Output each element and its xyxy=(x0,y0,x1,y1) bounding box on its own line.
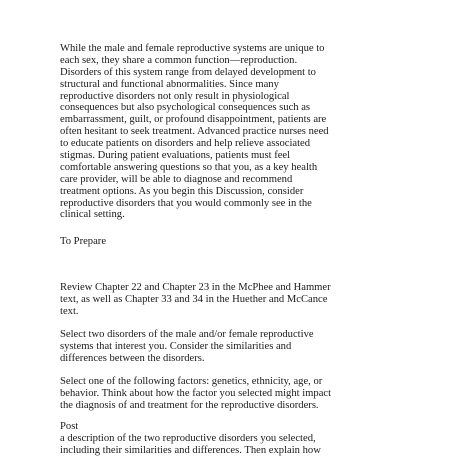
text-line: differences between the disorders. xyxy=(60,352,205,364)
text-line: Select one of the following factors: genetics, ethnicity, age, or xyxy=(60,376,323,387)
text-line: consequences but also psychological consequences such as xyxy=(60,102,311,114)
post-heading: Post xyxy=(60,421,79,432)
text-line: Disorders of this system range from delayed development to xyxy=(60,66,316,78)
text-line: Review Chapter 22 and Chapter 23 in the McPhee and Hammer xyxy=(60,282,331,293)
text-line: clinical setting. xyxy=(60,209,125,221)
text-line: the diagnosis of and treatment for the reproductive disorders. xyxy=(60,399,319,411)
select-one-paragraph xyxy=(60,376,412,412)
text-line: comfortable answering questions so that you, as a key health xyxy=(60,161,318,173)
text-line: reproductive disorders not only result in physiological xyxy=(60,90,290,102)
text-line: often hesitant to seek treatment. Advanced practice nurses need xyxy=(60,126,329,138)
text-line: structural and functional abnormalities. Since many xyxy=(60,78,279,90)
post-paragraph xyxy=(60,433,412,457)
text-line: a description of the two reproductive disorders you selected, xyxy=(60,433,316,444)
review-paragraph xyxy=(60,282,412,318)
text-line: embarrassment, guilt, or profound disappointment, patients are xyxy=(60,114,327,126)
text-line: text, as well as Chapter 33 and 34 in the Huether and McCance xyxy=(60,293,328,305)
text-line: systems that interest you. Consider the similarities and xyxy=(60,340,292,352)
text-line: text. xyxy=(60,305,79,317)
select-two-paragraph xyxy=(60,329,412,365)
text-line: Select two disorders of the male and/or female reproductive xyxy=(60,329,314,340)
text-line: While the male and female reproductive systems are unique to xyxy=(60,43,325,54)
text-line: including their similarities and differences. Then explain how xyxy=(60,444,321,456)
text-line: behavior. Think about how the factor you selected might impact xyxy=(60,387,332,399)
text-line: treatment options. As you begin this Discussion, consider xyxy=(60,185,304,197)
text-line: stigmas. During patient evaluations, patients must feel xyxy=(60,150,291,162)
text-line: to educate patients on disorders and help relieve associated xyxy=(60,138,311,150)
text-line: care provider, will be able to diagnose and recommend xyxy=(60,173,293,185)
to-prepare-heading: To Prepare xyxy=(60,236,107,247)
text-line: reproductive disorders that you would commonly see in the xyxy=(60,197,312,209)
intro-paragraph xyxy=(60,43,412,221)
text-line: each sex, they share a common function—reproduction. xyxy=(60,54,298,66)
